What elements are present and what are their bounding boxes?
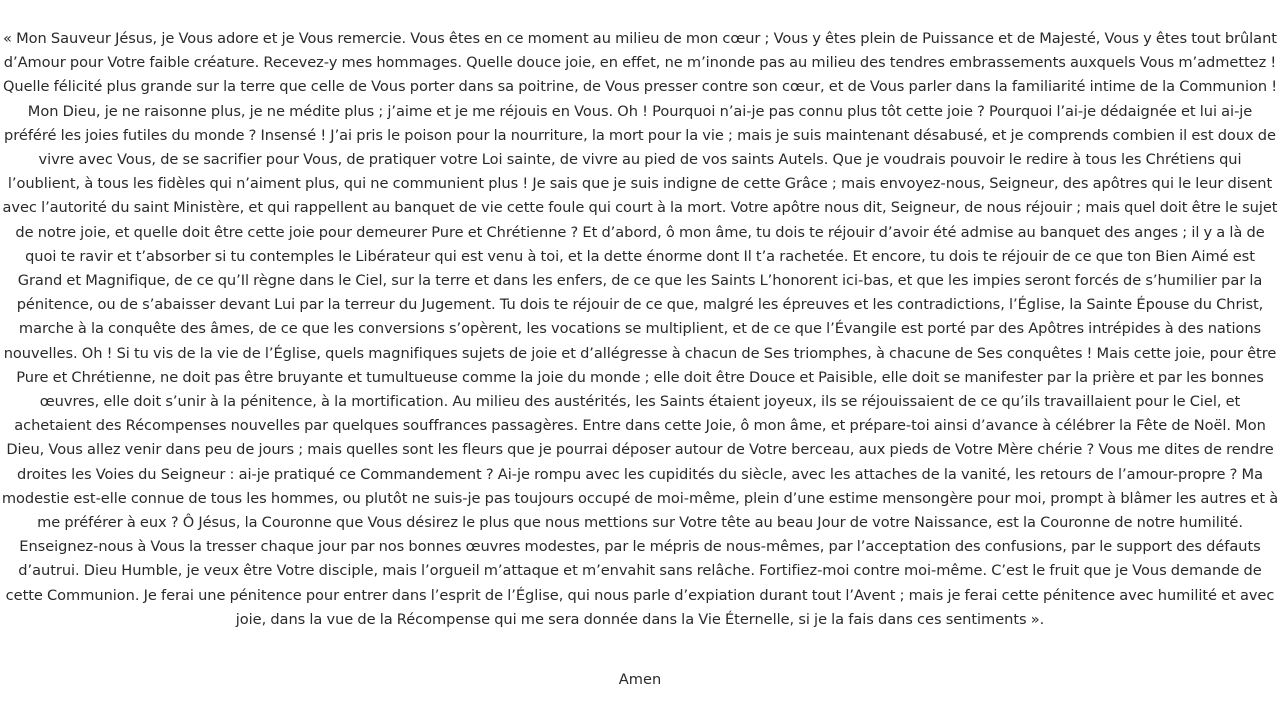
amen-closing: Amen: [618, 671, 662, 688]
prayer-text: « Mon Sauveur Jésus, je Vous adore et je Vous remercie. Vous êtes en ce moment au milieu de mon cœur ; Vous y êtes plein de Puissance et de Majesté, Vous y êtes tout brûlant d’Amour pour Votre faible créature. Recevez-y mes hommages. Quelle douce joie, en effet, ne m’inonde pas au milieu des tendres embrassements auxquels Vous m’admettez ! Quelle félicité plus grande sur la terre que celle de Vous porter dans sa poitrine, de Vous presser contre son cœur, et de Vous parler dans la familiarité intime de la Communion ! Mon Dieu, je ne raisonne plus, je ne médite plus ; j’aime et je me réjouis en Vous. Oh ! Pourquoi n’ai-je pas connu plus tôt cette joie ? Pourquoi l’ai-je dédaignée et lui ai-je préféré les joies futiles du monde ? Insensé ! J’ai pris le poison pour la nourriture, la mort pour la vie ; mais je suis maintenant désabusé, et je comprends combien il est doux de vivre avec Vous, de se sacrifier pour Vous, de pratiquer votre Loi sainte, de vivre au pied de vos saints Autels. Que je voudrais pouvoir le redire à tous les Chrétiens qui l’oublient, à tous les fidèles qui n’aiment plus, qui ne communient plus ! Je sais que je suis indigne de cette Grâce ; mais envoyez-nous, Seigneur, des apôtres qui le leur disent avec l’autorité du saint Ministère, et qui rappellent au banquet de vie cette foule qui court à la mort. Votre apôtre nous dit, Seigneur, de nous réjouir ; mais quel doit être le sujet de notre joie, et quelle doit être cette joie pour demeurer Pure et Chrétienne ? Et d’abord, ô mon âme, tu dois te réjouir d’avoir été admise au banquet des anges ; il y a là de quoi te ravir et t’absorber si tu contemples le Libérateur qui est venu à toi, et la dette énorme dont Il t’a rachetée. Et encore, tu dois te réjouir de ce que ton Bien Aimé est Grand et Magnifique, de ce qu’Il règne dans le Ciel, sur la terre et dans les enfers, de ce que les Saints L’honorent ici-bas, et que les impies seront forcés de s’humilier par la pénitence, ou de s’abaisser devant Lui par la terreur du Jugement. Tu dois te réjouir de ce que, malgré les épreuves et les contradictions, l’Église, la Sainte Épouse du Christ, marche à la conquête des âmes, de ce que les conversions s’opèrent, les vocations se multiplient, et de ce que l’Évangile est porté par des Apôtres intrépides à des nations nouvelles. Oh ! Si tu vis de la vie de l’Église, quels magnifiques sujets de joie et d’allégresse à chacun de Ses triomphes, à chacune de Ses conquêtes ! Mais cette joie, pour être Pure et Chrétienne, ne doit pas être bruyante et tumultueuse comme la joie du monde ; elle doit être Douce et Paisible, elle doit se manifester par la prière et par les bonnes œuvres, elle doit s’unir à la pénitence, à la mortification. Au milieu des austérités, les Saints étaient joyeux, ils se réjouissaient de ce qu’ils travaillaient pour le Ciel, et achetaient des Récompenses nouvelles par quelques souffrances passagères. Entre dans cette Joie, ô mon âme, et prépare-toi ainsi d’avance à célébrer la Fête de Noël. Mon Dieu, Vous allez venir dans peu de jours ; mais quelles sont les fleurs que je pourrai déposer autour de Votre berceau, aux pieds de Votre Mère chérie ? Vous me dites de rendre droites les Voies du Seigneur : ai-je pratiqué ce Commandement ? Ai-je rompu avec les cupidités du siècle, avec les attaches de la vanité, les retours de l’amour-propre ? Ma modestie est-elle connue de tous les hommes, ou plutôt ne suis-je pas toujours occupé de moi-même, plein d’une estime mensongère pour moi, prompt à blâmer les autres et à me préférer à eux ? Ô Jésus, la Couronne que Vous désirez le plus que nous mettions sur Votre tête au beau Jour de votre Naissance, est la Couronne de notre humilité. Enseignez-nous à Vous la tresser chaque jour par nos bonnes œuvres modestes, par le mépris de nous-mêmes, par l’acceptation des confusions, par le support des défauts d’autrui. Dieu Humble, je veux être Votre disciple, mais l’orgueil m’attaque et m’envahit sans relâche. Fortifiez-moi contre moi-même. C’est le fruit que je Vous demande de cette Communion. Je ferai une pénitence pour entrer dans l’esprit de l’Église, qui nous parle d’expiation durant tout l’Avent ; mais je ferai cette pénitence avec humilité et avec joie, dans la vue de la Récompense qui me sera donnée dans la Vie Éternelle, si je la fais dans ces sentiments ».: [1, 30, 1279, 628]
